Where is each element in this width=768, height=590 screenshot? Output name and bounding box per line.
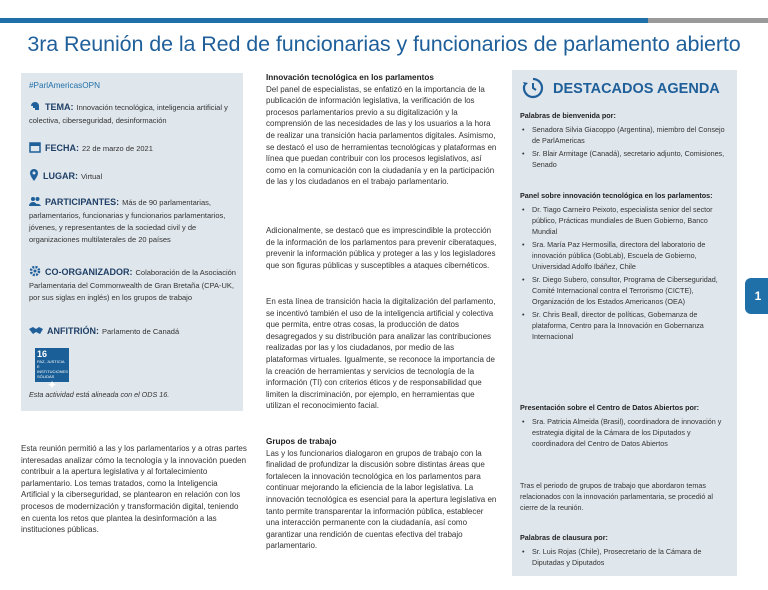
summary-paragraph: Esta reunión permitió a las y los parlamentarios y a otras partes interesadas analizar cómo la tecnología y la innovación pueden contribuir a la apertura legislativa y al fortalecimiento parlamentario. Los temas tratados, como la Inteligencia Artificial y la ciberseguridad, se plantearon en relación con los procesos de modernización y transformación digital, teniendo en cuenta los retos que plantea la desinformación a las instituciones públicas.	[21, 444, 247, 535]
paragraph-2: Adicionalmente, se destacó que es imprescindible la protección de la información de los parlamentos para prevenir ciberataques, prevenir la información pública y proteger a las y los legisladores que son figuras públicas y susceptibles a ataques cibernéticos.	[266, 226, 497, 270]
dove-icon: ✦	[46, 378, 58, 392]
agenda-clausura: Palabras de clausura por: • Sr. Luis Rojas (Chile), Prosecretario de la Cámara de Diputadas y Diputados	[520, 532, 732, 570]
section-heading-innovacion: Innovación tecnológica en los parlamentos	[266, 73, 434, 82]
fecha-item: FECHA: 22 de marzo de 2021	[29, 141, 241, 156]
top-accent-bar	[0, 18, 768, 23]
lugar-item: LUGAR: Virtual	[29, 169, 241, 184]
brain-icon	[29, 101, 41, 115]
middle-block-3	[266, 296, 498, 412]
people-icon	[29, 196, 41, 210]
tema-item: TEMA: Innovación tecnológica, inteligencia artificial y colectiva, ciberseguridad, desinformación	[29, 102, 228, 125]
calendar-icon	[29, 141, 41, 156]
agenda-title: DESTACADOS AGENDA	[553, 81, 720, 97]
agenda-panel	[512, 70, 737, 576]
section-heading-grupos: Grupos de trabajo	[266, 437, 337, 446]
agenda-bienvenida: Palabras de bienvenida por: • Senadora Silvia Giacoppo (Argentina), miembro del Consejo de ParlAmericas • Sr. Blair Armitage (Canadá), secretario adjunto, Comisiones, Senado	[520, 110, 732, 172]
middle-block-4	[266, 436, 498, 552]
event-info-panel	[21, 73, 243, 411]
list-item: • Sr. Diego Subero, consultor, Programa de Ciberseguridad, Comité Internacional contra el Terrorismo (CICTE), Organización de los Estados Americanos (OEA)	[530, 274, 732, 307]
agenda-header	[522, 77, 732, 103]
location-pin-icon	[29, 169, 39, 184]
paragraph-3: En esta línea de transición hacia la digitalización del parlamento, se incentivó también el uso de la inteligencia artificial y colectiva que permita, entre otras cosas, la producción de datos desagregados y su distribución para analizar las contribuciones realizadas por las y los ciudadanos, por medio de las plataformas virtuales. Igualmente, se reconoce la importancia de la creación de herramientas y servicios de tecnología de la información (TI) con criterios éticos y de responsabilidad que limiten la discriminación, por ejemplo, en herramientas que utilizan el reconocimiento facial.	[266, 297, 496, 411]
list-item: • Sra. María Paz Hermosilla, directora del laboratorio de innovación pública (GobLab), Escuela de Gobierno, Universidad Adolfo Ibáñez, Chile	[530, 239, 732, 272]
gear-icon	[29, 265, 41, 280]
coorganizador-item: CO-ORGANIZADOR: Colaboración de la Asociación Parlamentaria del Commonwealth de Gran Bretaña (CPA-UK, por sus siglas en inglés) en los grupos de trabajo	[29, 267, 236, 302]
hashtag: #ParlAmericasOPN	[29, 81, 100, 90]
list-item: • Sr. Chris Beall, director de políticas, Gobernanza de plataforma, Centro para la Innovación en Gobernanza Internacional	[530, 309, 732, 342]
handshake-icon	[29, 326, 43, 339]
sdg-16-logo: 16 PAZ, JUSTICIA E INSTITUCIONES SÓLIDAS ✦	[37, 349, 68, 392]
list-item: • Senadora Silvia Giacoppo (Argentina), miembro del Consejo de ParlAmericas	[530, 124, 732, 146]
page-number-tab: 1	[745, 278, 768, 314]
page-title: 3ra Reunión de la Red de funcionarias y funcionarios de parlamento abierto	[27, 32, 741, 56]
paragraph-4: Las y los funcionarios dialogaron en grupos de trabajo con la finalidad de profundizar la discusión sobre distintas áreas que fortalecen la innovación tecnológica en los parlamentos para continuar mejorando la eficiencia de la labor legislativa. La innovación tecnológica es esencial para la apertura legislativa en tanto permite transparentar la información pública, establecer una interacción permanente con la ciudadanía, así como garantizar una rendición de cuentas efectiva del trabajo parlamentario.	[266, 448, 497, 551]
list-item: • Sr. Blair Armitage (Canadá), secretario adjunto, Comisiones, Senado	[530, 148, 732, 170]
list-item: • Dr. Tiago Carneiro Peixoto, especialista senior del sector público, Prácticas mundiales de Buen Gobierno, Banco Mundial	[530, 204, 732, 237]
clock-arrow-icon	[522, 77, 544, 99]
participantes-item: PARTICIPANTES: Más de 90 parlamentarias, parlamentarios, funcionarias y funcionarios parlamentarios, jóvenes, y representantes de la sociedad civil y de organizaciones multilaterales de 20 países	[29, 197, 226, 244]
list-item: • Sra. Patricia Almeida (Brasil), coordinadora de innovación y estrategia digital de la Cámara de los Diputados y coordinadora del Centro de Datos Abiertos	[530, 416, 732, 449]
anfitrion-item: ANFITRIÓN: Parlamento de Canadá	[29, 325, 241, 339]
middle-column	[266, 72, 498, 188]
paragraph-1: Del panel de especialistas, se enfatizó en la importancia de la publicación de información legislativa, la verificación de los procesos parlamentarios previo a su digitalización y la comprensión de las necesidades de las y los usuarios a la hora de realizar una transición hacia parlamentos digitales. Asimismo, se destacó el uso de herramientas tecnológicas y plataformas en línea que puedan contribuir con los procesos legislativos, así como en la comunicación con la ciudadanía y en la participación de las y los ciudadanos en el trabajo parlamentario.	[266, 84, 497, 187]
list-item: • Sr. Luis Rojas (Chile), Prosecretario de la Cámara de Diputadas y Diputados	[530, 546, 732, 568]
agenda-cierre-text: Tras el periodo de grupos de trabajo que abordaron temas relacionados con la innovación parlamentaria, se procedió al cierre de la reunión.	[520, 481, 713, 512]
agenda-datos-abiertos: Presentación sobre el Centro de Datos Abiertos por: • Sra. Patricia Almeida (Brasil), coordinadora de innovación y estrategia digital de la Cámara de los Diputados y coordinadora del Centro de Datos Abiertos	[520, 402, 732, 451]
sdg-note: Esta actividad está alineada con el ODS 16.	[29, 390, 170, 399]
top-accent-bar-gray	[648, 18, 768, 23]
middle-block-2	[266, 225, 498, 271]
agenda-panel-innovacion: Panel sobre innovación tecnológica en los parlamentos: • Dr. Tiago Carneiro Peixoto, especialista senior del sector público, Prácticas mundiales de Buen Gobierno, Banco Mundial • Sra. María Paz Hermosilla, directora del laboratorio de innovación pública (GobLab), Escuela de Gobierno, Universidad Adolfo Ibáñez, Chile • Sr. Diego Subero, consultor, Programa de Ciberseguridad, Comité Internacional contra el Terrorismo (CICTE), Organización de los Estados Americanos (OEA) • Sr. Chris Beall, director de políticas, Gobernanza de plataforma, Centro para la Innovación en Gobernanza Internacional	[520, 190, 732, 344]
